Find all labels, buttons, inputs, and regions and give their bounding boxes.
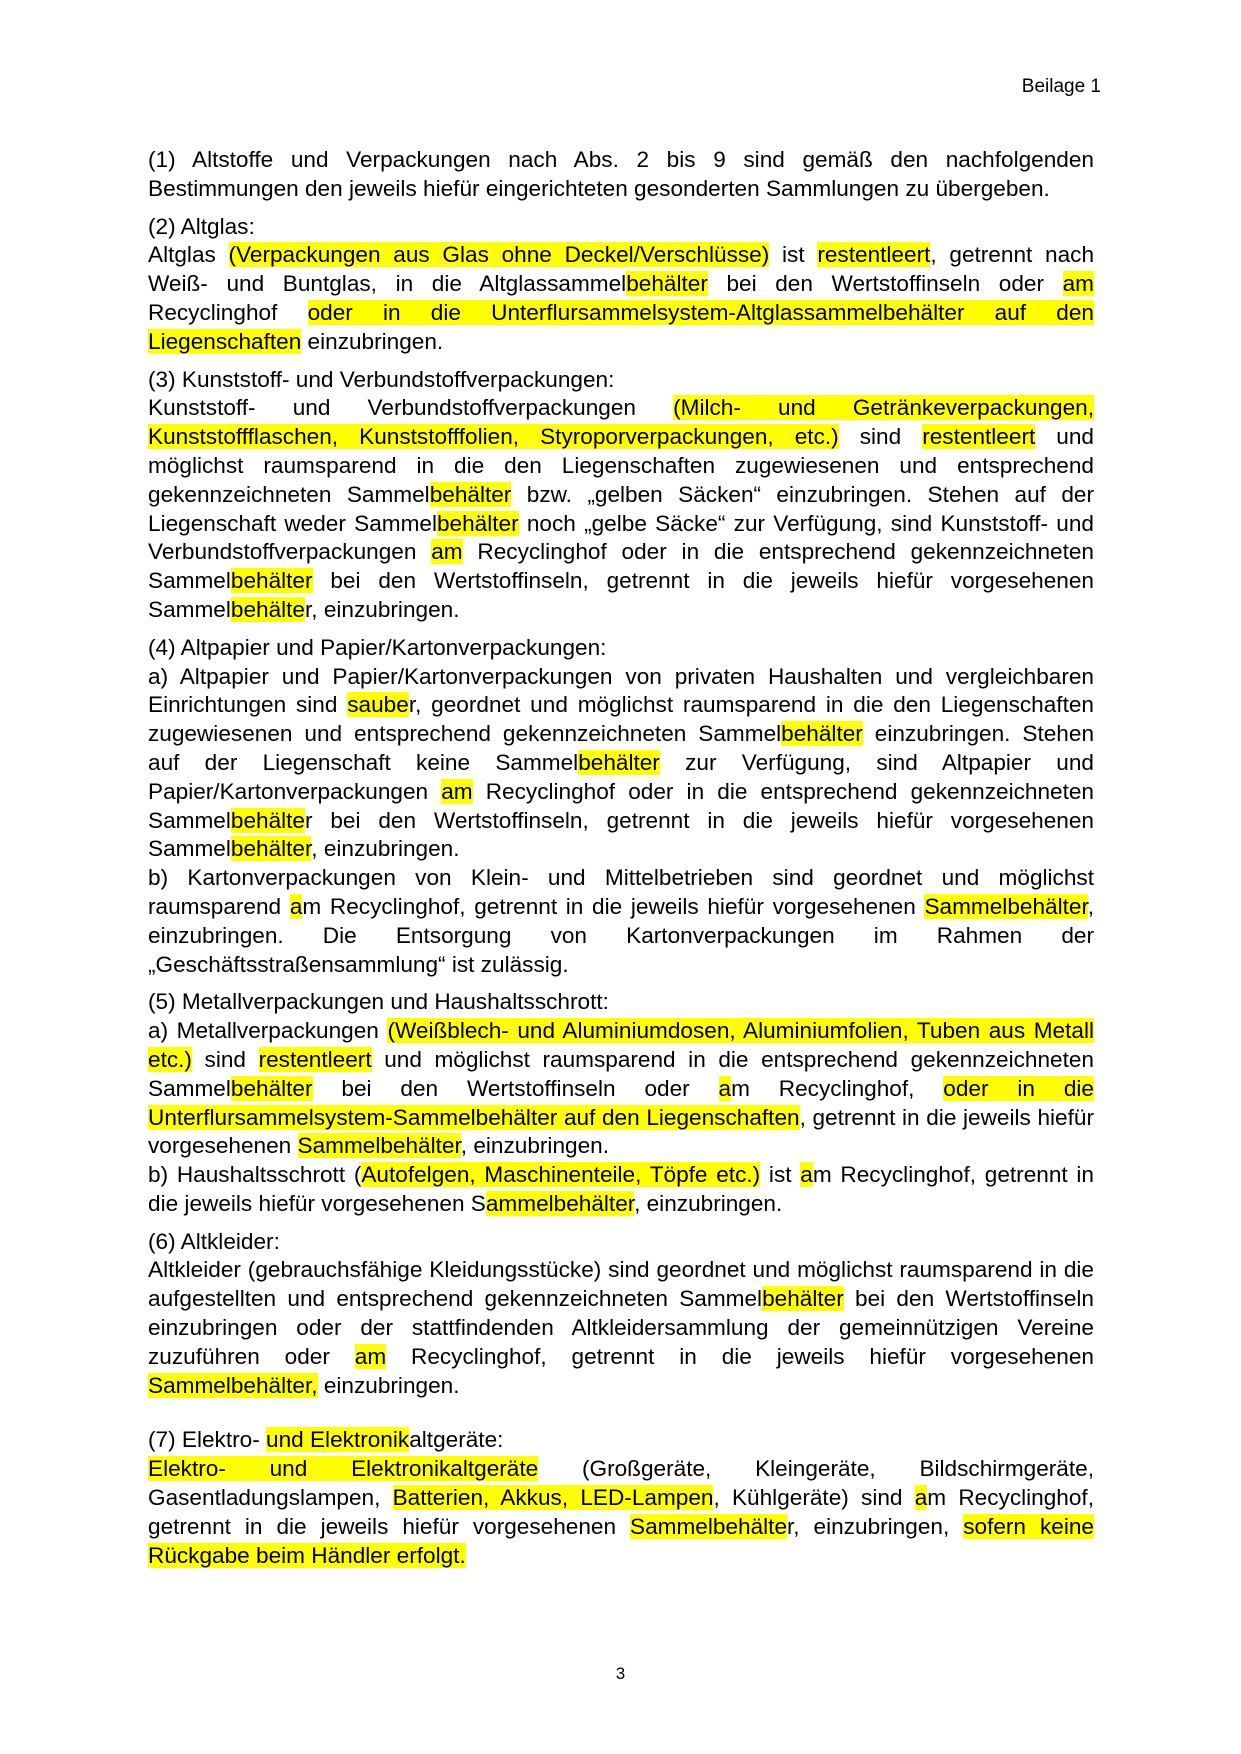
highlighted-text: a	[289, 893, 303, 919]
highlighted-text: oder in die Unterflursammelsystem-Sammelbehälter auf den Liegenschaften	[148, 1075, 1094, 1130]
text-segment: b) Kartonverpackungen von Klein- und Mittelbetrieben sind geordnet und möglichst raumsparend	[148, 865, 1094, 919]
highlighted-text: behälter	[230, 836, 312, 862]
text-segment: , getrennt in die jeweils hiefür vorgesehenen	[148, 1104, 1094, 1159]
highlighted-text: (Weißblech- und Aluminiumdosen, Aluminiumfolien, Tuben aus Metall etc.)	[148, 1018, 1094, 1072]
text-segment: Recyclinghof	[148, 299, 308, 325]
text-segment: einzubringen.	[317, 1372, 460, 1398]
text-segment: einzubringen. Stehen auf der Liegenschaft keine Sammel	[148, 721, 1095, 775]
highlighted-text: Autofelgen, Maschinenteile, Töpfe etc.)	[361, 1162, 761, 1188]
text-segment: bei den Wertstoffinseln oder	[312, 1075, 719, 1101]
highlighted-text: behälter	[626, 271, 708, 297]
highlighted-text: restentleert	[817, 242, 931, 268]
text-segment: , getrennt nach Weiß- und Buntglas, in die Altglassammel	[148, 242, 1095, 297]
highlighted-text: a	[914, 1485, 928, 1511]
text-segment: Recyclinghof, getrennt in die jeweils hiefür vorgesehenen	[386, 1343, 1094, 1369]
text-segment: (6) Altkleider:	[148, 1228, 280, 1254]
paragraph-p6	[148, 1228, 1094, 1401]
highlighted-text: am	[354, 1343, 387, 1369]
text-segment: (Großgeräte, Kleingeräte, Bildschirmgeräte, Gasentladungslampen,	[148, 1456, 1094, 1511]
text-segment: r, einzubringen.	[305, 596, 460, 622]
text-segment: ist	[760, 1162, 801, 1188]
highlighted-text: und Elektronik	[266, 1427, 410, 1453]
paragraph-p5	[148, 988, 1094, 1218]
text-segment: r, geordnet und möglichst raumsparend in die den Liegenschaften zugewiesenen und entsprechend gekennzeichneten Sammel	[148, 692, 1094, 747]
text-segment: (1) Altstoffe und Verpackungen nach Abs. 2 bis 9 sind gemäß den nachfolgenden Bestimmungen den jeweils hiefür eingerichteten gesonderten Sammlungen zu übergeben.	[148, 147, 1094, 201]
highlighted-text: behälter	[429, 481, 512, 507]
paragraph-p4	[148, 634, 1094, 980]
text-segment: (2) Altglas:	[148, 213, 255, 239]
highlighted-text: Sammelbehälter	[924, 893, 1088, 919]
highlighted-text: behälter	[230, 1075, 313, 1101]
text-segment: sind	[191, 1046, 259, 1072]
highlighted-text: Elektro- und Elektronikaltgeräte	[148, 1456, 539, 1482]
text-segment: , einzubringen. Die Entsorgung von Kartonverpackungen im Rahmen der „Geschäftsstraßensammlung“ ist zulässig.	[148, 893, 1094, 977]
highlighted-text: a	[718, 1075, 732, 1101]
highlighted-text: saube	[347, 692, 409, 718]
page-number: 3	[615, 1664, 626, 1683]
highlighted-text: Sammelbehälter	[297, 1133, 461, 1159]
text-segment: zur Verfügung, sind Altpapier und Papier/Kartonverpackungen	[148, 749, 1094, 804]
text-segment: , einzubringen.	[460, 1133, 609, 1159]
paragraph-p7	[148, 1426, 1094, 1570]
text-segment: (4) Altpapier und Papier/Kartonverpackungen:	[148, 634, 607, 660]
highlighted-text: restentleert	[922, 424, 1036, 450]
highlighted-text: Batterien, Akkus, LED-Lampen	[392, 1485, 714, 1511]
highlighted-text: am	[1062, 271, 1094, 297]
text-segment: einzubringen.	[301, 328, 444, 354]
text-segment: , einzubringen.	[634, 1190, 783, 1216]
highlighted-text: Sammelbehälte	[630, 1513, 788, 1539]
highlighted-text: behälter	[578, 749, 660, 775]
text-segment: Altkleider (gebrauchsfähige Kleidungsstücke) sind geordnet und möglichst raumsparend in die aufgestellten und entsprechend gekennzeichneten Sammel	[148, 1257, 1094, 1312]
highlighted-text: Sammelbehälter,	[148, 1372, 318, 1398]
text-segment: m Recyclinghof,	[731, 1075, 944, 1101]
highlighted-text: sofern keine Rückgabe beim Händler erfolgt.	[148, 1513, 1094, 1568]
text-segment: noch „gelbe Säcke“ zur Verfügung, sind Kunststoff- und Verbundstoffverpackungen	[148, 510, 1094, 565]
text-segment: (3) Kunststoff- und Verbundstoffverpackungen:	[148, 366, 615, 392]
highlighted-text: am	[431, 539, 463, 565]
page-header-label: Beilage 1	[1021, 76, 1101, 97]
text-segment: Altglas	[148, 242, 229, 268]
highlighted-text: behälter	[762, 1286, 844, 1312]
highlighted-text: behälter	[436, 510, 519, 536]
text-segment: m Recyclinghof, getrennt in die jeweils hiefür vorgesehenen S	[148, 1162, 1094, 1216]
text-segment: a) Altpapier und Papier/Kartonverpackungen von privaten Haushalten und vergleichbaren Einrichtungen sind	[148, 663, 1094, 718]
text-segment: r, einzubringen,	[787, 1513, 964, 1539]
paragraph-p1	[148, 146, 1094, 204]
text-segment: (5) Metallverpackungen und Haushaltsschrott:	[148, 989, 609, 1015]
highlighted-text: a	[800, 1162, 813, 1188]
text-segment: altgeräte:	[409, 1427, 504, 1453]
highlighted-text: behälte	[230, 807, 305, 833]
highlighted-text: (Verpackungen aus Glas ohne Deckel/Verschlüsse)	[228, 242, 770, 268]
text-segment: und möglichst raumsparend in die entsprechend gekennzeichneten Sammel	[148, 1046, 1094, 1101]
highlighted-text: behälter	[230, 568, 313, 594]
text-segment: r bei den Wertstoffinseln, getrennt in die jeweils hiefür vorgesehenen Sammel	[148, 807, 1094, 862]
text-segment: und möglichst raumsparend in die den Liegenschaften zugewiesenen und entsprechend gekennzeichneten Sammel	[148, 424, 1094, 507]
highlighted-text: (Milch- und Getränkeverpackungen, Kunststoffflaschen, Kunststofffolien, Styroporverpackungen, etc.)	[148, 395, 1094, 450]
text-segment: bei den Wertstoffinseln oder	[707, 271, 1063, 297]
highlighted-text: behälte	[230, 596, 305, 622]
text-segment: bzw. „gelben Säcken“ einzubringen. Stehen auf der Liegenschaft weder Sammel	[148, 481, 1094, 536]
highlighted-text: am	[441, 778, 473, 804]
text-segment: ist	[769, 242, 818, 268]
highlighted-text: oder in die Unterflursammelsystem-Altglassammelbehälter auf den Liegenschaften	[148, 299, 1094, 354]
text-segment: (7) Elektro-	[148, 1427, 267, 1453]
text-segment: , Kühlgeräte) sind	[713, 1485, 915, 1511]
text-segment: Recyclinghof oder in die entsprechend gekennzeichneten Sammel	[148, 539, 1094, 594]
text-segment: bei den Wertstoffinseln, getrennt in die jeweils hiefür vorgesehenen Sammel	[148, 568, 1094, 622]
highlighted-text: ammelbehälter	[485, 1190, 635, 1216]
paragraph-p3	[148, 366, 1094, 625]
text-segment: b) Haushaltsschrott (	[148, 1162, 362, 1188]
text-segment: Kunststoff- und Verbundstoffverpackungen	[148, 395, 674, 421]
document-body	[148, 146, 1094, 1579]
text-segment: a) Metallverpackungen	[148, 1018, 388, 1044]
text-segment: Recyclinghof oder in die entsprechend gekennzeichneten Sammel	[148, 778, 1094, 833]
text-segment: bei den Wertstoffinseln einzubringen oder der stattfindenden Altkleidersammlung der gemeinnützigen Vereine zuzuführen oder	[148, 1286, 1094, 1369]
highlighted-text: behälter	[781, 721, 863, 747]
text-segment: , einzubringen.	[311, 836, 460, 862]
text-segment: m Recyclinghof, getrennt in die jeweils hiefür vorgesehenen	[302, 893, 925, 919]
highlighted-text: restentleert	[258, 1046, 372, 1072]
text-segment: sind	[838, 424, 923, 450]
text-segment: m Recyclinghof, getrennt in die jeweils hiefür vorgesehenen	[148, 1485, 1094, 1539]
paragraph-p2	[148, 213, 1094, 357]
